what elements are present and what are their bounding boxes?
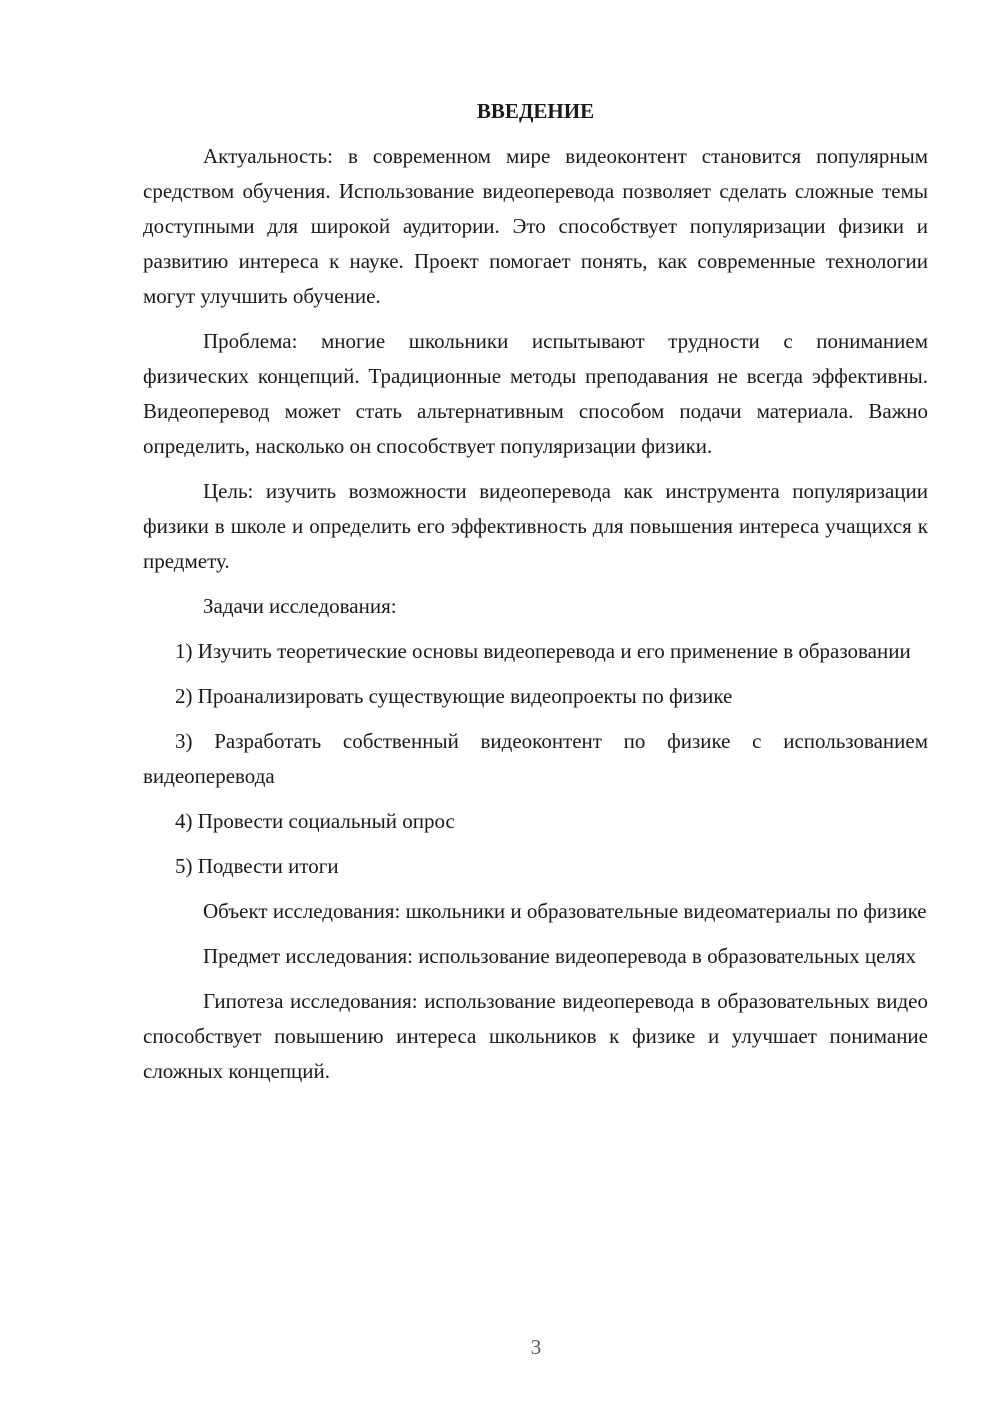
- page-title: ВВЕДЕНИЕ: [476, 99, 595, 123]
- task-item-3: 3) Разработать собственный видеоконтент по физике с использованием видеоперевода: [143, 729, 928, 788]
- tasks-heading: Задачи исследования:: [203, 594, 397, 618]
- document-page: [143, 94, 928, 1099]
- page-number: 3: [530, 1335, 542, 1359]
- paragraph-relevance: Актуальность: в современном мире видеоконтент становится популярным средством обучения. Использование видеоперевода позволяет сделать сложные темы доступными для широкой аудитории. Это способствует популяризации физики и развитию интереса к науке. Проект помогает понять, как современные технологии могут улучшить обучение.: [143, 144, 928, 308]
- task-item-5: 5) Подвести итоги: [175, 854, 339, 878]
- paragraph-goal: Цель: изучить возможности видеоперевода как инструмента популяризации физики в школе и определить его эффективность для повышения интереса учащихся к предмету.: [143, 479, 928, 573]
- task-item-1: 1) Изучить теоретические основы видеоперевода и его применение в образовании: [175, 639, 911, 663]
- paragraph-subject: Предмет исследования: использование видеоперевода в образовательных целях: [203, 944, 917, 968]
- paragraph-object: Объект исследования: школьники и образовательные видеоматериалы по физике: [203, 899, 927, 923]
- paragraph-problem: Проблема: многие школьники испытывают трудности с пониманием физических концепций. Традиционные методы преподавания не всегда эффективны. Видеоперевод может стать альтернативным способом подачи материала. Важно определить, насколько он способствует популяризации физики.: [143, 329, 928, 458]
- task-item-2: 2) Проанализировать существующие видеопроекты по физике: [175, 684, 733, 708]
- task-item-4: 4) Провести социальный опрос: [175, 809, 455, 833]
- paragraph-hypothesis: Гипотеза исследования: использование видеоперевода в образовательных видео способствует повышению интереса школьников к физике и улучшает понимание сложных концепций.: [143, 989, 928, 1083]
